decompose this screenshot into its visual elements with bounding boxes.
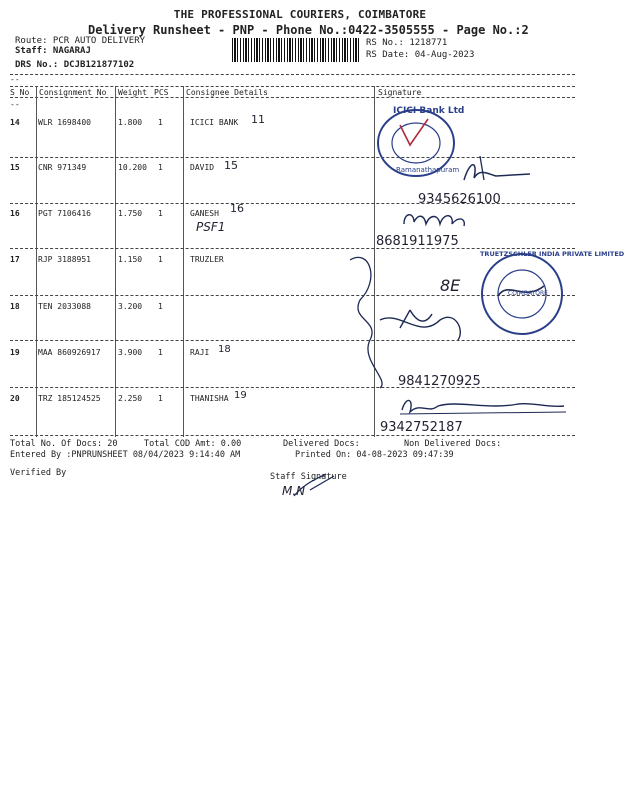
route-label: Route: PCR AUTO DELIVERY — [15, 36, 146, 46]
verified-by: Verified By — [10, 468, 67, 478]
row-consignment: MAA 860926917 — [38, 348, 101, 357]
row-pcs: 1 — [158, 394, 163, 403]
row-sno: 20 — [10, 394, 20, 403]
hand-note: 19 — [234, 390, 247, 401]
row-consignee: RAJI — [190, 348, 210, 357]
divider — [10, 86, 575, 87]
row-weight: 3.200 — [118, 302, 143, 311]
col-header-consignee: Consignee Details — [186, 88, 268, 97]
row-consignment: TRZ 185124525 — [38, 394, 101, 403]
company-title: THE PROFESSIONAL COURIERS, COIMBATORE — [173, 8, 427, 21]
row-consignment: PGT 7106416 — [38, 209, 91, 218]
phone-1: 9345626100 — [418, 192, 501, 207]
total-cod: Total COD Amt: 0.00 — [144, 439, 242, 449]
row-weight: 1.150 — [118, 255, 143, 264]
row-divider — [10, 435, 575, 436]
row-sno: 17 — [10, 255, 20, 264]
row-weight: 1.800 — [118, 118, 143, 127]
signature-scribble — [290, 470, 350, 500]
row-sno: 19 — [10, 348, 20, 357]
phone-3: 9841270925 — [398, 374, 481, 389]
staff-initials: M.N — [282, 484, 306, 498]
row-pcs: 1 — [158, 118, 163, 127]
signature-scribble — [400, 206, 480, 232]
col-header-pcs: PCS — [154, 88, 169, 97]
divider — [10, 97, 575, 98]
hand-note: 18 — [218, 344, 231, 355]
signature-scribble — [460, 150, 550, 190]
phone-2: 8681911975 — [376, 234, 459, 249]
printed-on: Printed On: 04-08-2023 09:47:39 — [295, 450, 454, 460]
divider — [10, 74, 575, 75]
row-consignee: THANISHA — [190, 394, 229, 403]
row-weight: 1.750 — [118, 209, 143, 218]
staff-signature-label: Staff Signature — [270, 472, 347, 482]
row-consignee: ICICI BANK — [190, 118, 239, 127]
non-delivered-docs: Non Delivered Docs: — [404, 439, 502, 449]
row-pcs: 1 — [158, 348, 163, 357]
row-sno: 15 — [10, 163, 20, 172]
column-line — [115, 86, 116, 437]
row-divider — [10, 248, 575, 249]
company-stamp-city: COIMBATORE — [508, 290, 548, 297]
rs-number: RS No.: 1218771 — [366, 38, 448, 48]
signature-scribble — [398, 392, 568, 418]
total-docs: Total No. Of Docs: 20 — [10, 439, 118, 449]
icici-stamp-text: ICICI Bank Ltd — [393, 106, 465, 116]
entered-by: Entered By :PNPRUNSHEET 08/04/2023 9:14:40 AM — [10, 450, 241, 460]
hand-psf: PSF1 — [196, 220, 226, 234]
row-consignment: TEN 2033088 — [38, 302, 91, 311]
runsheet-title: Delivery Runsheet - PNP - Phone No.:0422-3505555 - Page No.:2 — [88, 23, 529, 37]
row-consignment: CNR 971349 — [38, 163, 87, 172]
phone-4: 9342752187 — [380, 420, 463, 435]
row-pcs: 1 — [158, 163, 163, 172]
col-header-signature: Signature — [378, 88, 422, 97]
row-consignment: RJP 3188951 — [38, 255, 91, 264]
rs-date: RS Date: 04-Aug-2023 — [366, 50, 475, 60]
company-stamp-text: TRUETZSCHLER INDIA PRIVATE LIMITED — [480, 250, 624, 258]
hand-note: 15 — [224, 159, 238, 172]
row-weight: 2.250 — [118, 394, 143, 403]
barcode — [232, 38, 360, 62]
col-header-consignment: Consignment No — [39, 88, 107, 97]
row-weight: 10.200 — [118, 163, 147, 172]
drs-number: DRS No.: DCJB121877102 — [15, 60, 135, 70]
delivered-docs: Delivered Docs: — [283, 439, 360, 449]
hand-note: 8E — [440, 276, 461, 295]
row-pcs: 1 — [158, 255, 163, 264]
column-line — [183, 86, 184, 437]
row-sno: 18 — [10, 302, 20, 311]
row-consignee: GANESH — [190, 209, 219, 218]
col-header-weight: Weight — [118, 88, 147, 97]
row-sno: 16 — [10, 209, 20, 218]
row-consignee: TRUZLER — [190, 255, 224, 264]
hand-note: 16 — [230, 202, 244, 215]
staff-label: Staff: NAGARAJ — [15, 46, 91, 56]
row-weight: 3.900 — [118, 348, 143, 357]
hand-note: 11 — [251, 113, 265, 126]
row-consignee: DAVID — [190, 163, 215, 172]
col-header-sno: S No — [10, 88, 30, 97]
icici-stamp-branch: Ramanathapuram — [396, 166, 460, 174]
row-consignment: WLR 1698400 — [38, 118, 91, 127]
row-pcs: 1 — [158, 209, 163, 218]
row-sno: 14 — [10, 118, 20, 127]
column-line — [36, 86, 37, 437]
row-pcs: 1 — [158, 302, 163, 311]
